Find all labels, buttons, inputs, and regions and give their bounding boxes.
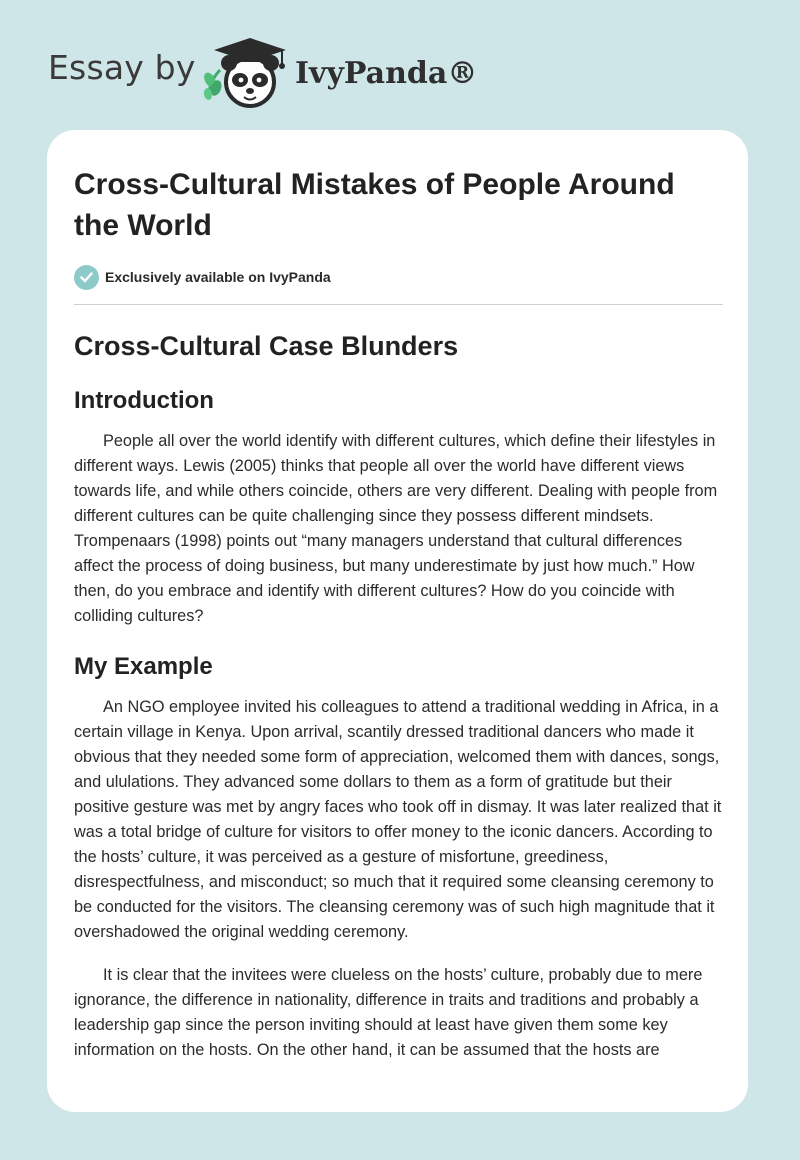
exclusive-badge [74,264,723,290]
section-heading-my-example: My Example [74,653,213,680]
check-circle-icon [74,265,99,290]
paragraph: People all over the world identify with different cultures, which define their lifestyles in different ways. Lewis (2005) thinks that people all over the world have different views towards life, and while others coincide, others are very different. Dealing with people from different cultures can be quite challenging since they possess different mindsets. Trompenaars (1998) points out “many managers understand that cultural differences affect the process of doing business, but many underestimate by just how much.” How then, do you embrace and identify with different cultures? How do you coincide with colliding cultures? [74,432,718,625]
panda-graduate-icon[interactable] [200,36,290,110]
paragraph: An NGO employee invited his colleagues to attend a traditional wedding in Africa, in a certain village in Kenya. Upon arrival, scantily dressed traditional dancers who made it obvious that they needed some form of appreciation, welcomed them with dances, songs, and ululations. They advanced some dollars to them as a form of gratitude but their positive gesture was met by angry faces who took off in dismay. It was later realized that it was a total bridge of culture for visitors to offer money to the iconic dancers. According to the hosts’ culture, it was perceived as a gesture of misfortune, greediness, disrespectfulness, and misconduct; so much that it required some cleansing ceremony to be conducted for the visitors. The cleansing ceremony was of such high magnitude that it overshadowed the original wedding ceremony. [74,698,722,941]
section-title: Cross-Cultural Case Blunders [74,331,459,361]
brand-prefix: Essay by [48,48,196,87]
essay-title: Cross-Cultural Mistakes of People Around the World [74,168,675,242]
brand-name[interactable]: IvyPanda® [295,56,478,91]
badge-label: Exclusively available on IvyPanda [105,269,331,285]
essay-card [47,130,748,1112]
essay-content [74,164,723,1063]
divider [74,304,723,305]
paragraph: It is clear that the invitees were clueless on the hosts’ culture, probably due to mere ignorance, the difference in nationality, difference in traits and traditions and probably a leadership gap since the person inviting should at least have given them some key information on the hosts. On the other hand, it can be assumed that the hosts are [74,966,703,1059]
site-header [0,0,800,120]
section-heading-introduction: Introduction [74,387,214,414]
